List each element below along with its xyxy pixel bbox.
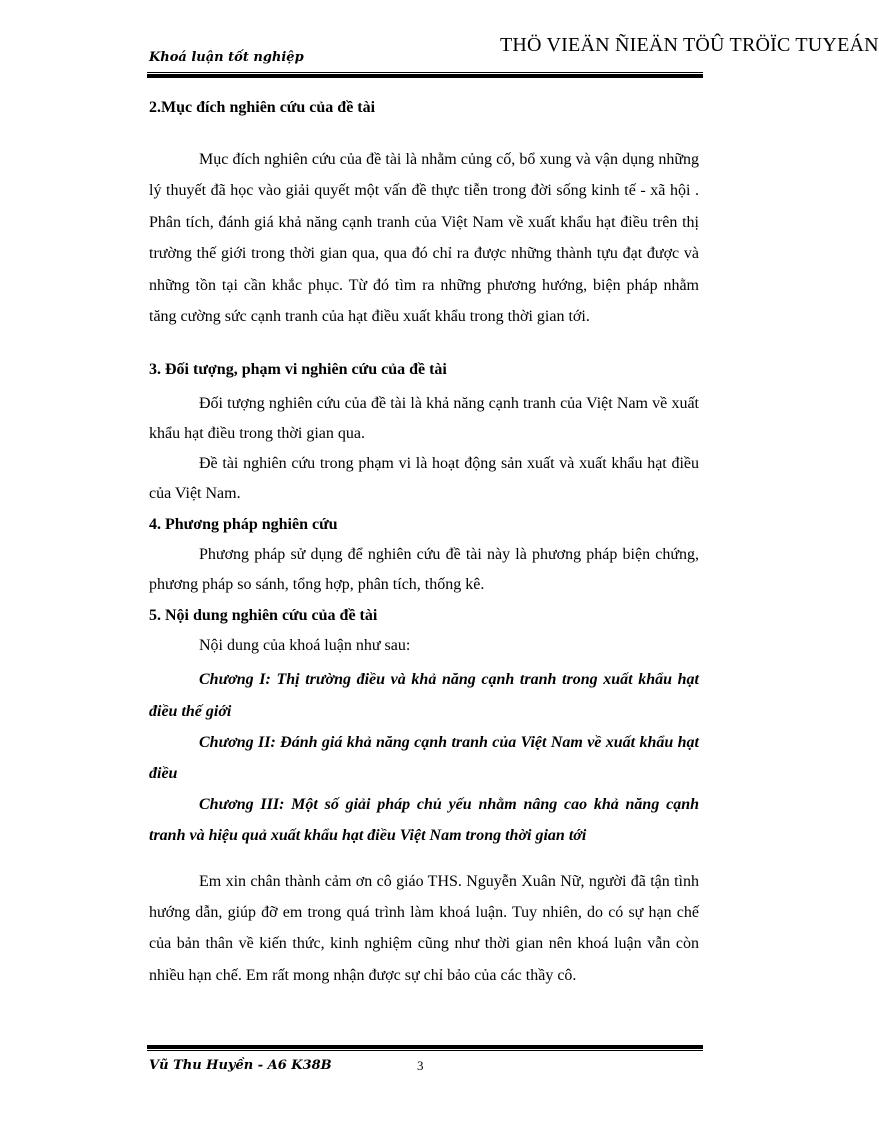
footer-author: Vũ Thu Huyền - A6 K38B — [149, 1058, 332, 1073]
running-header-title: Khoá luận tốt nghiệp — [149, 50, 304, 65]
section-3-paragraph-1: Đối tượng nghiên cứu của đề tài là khả năng cạnh tranh của Việt Nam về xuất khẩu hạt điều trong thời gian qua. — [149, 395, 699, 443]
section-3-paragraph-2: Đề tài nghiên cứu trong phạm vi là hoạt động sản xuất và xuất khẩu hạt điều của Việt Nam. — [149, 455, 699, 503]
chapter-3-item: Chương III: Một số giải pháp chủ yếu nhằm nâng cao khả năng cạnh tranh và hiệu quả xuất khẩu hạt điều Việt Nam trong thời gian tới — [149, 796, 699, 845]
section-5-intro: Nội dung của khoá luận như sau: — [199, 637, 411, 655]
section-4-heading: 4. Phương pháp nghiên cứu — [149, 516, 338, 534]
section-3-heading: 3. Đối tượng, phạm vi nghiên cứu của đề tài — [149, 361, 447, 379]
chapter-2-item: Chương II: Đánh giá khả năng cạnh tranh của Việt Nam về xuất khẩu hạt điều — [149, 733, 699, 783]
library-watermark-text: THÖ VIEÄN ÑIEÄN TÖÛ TRÖÏC TUYEÁN — [500, 34, 879, 56]
page-number: 3 — [417, 1058, 424, 1073]
page-body — [149, 92, 699, 991]
acknowledgement-paragraph: Em xin chân thành cảm ơn cô giáo THS. Nguyễn Xuân Nữ, người đã tận tình hướng dẫn, giúp đỡ em trong quá trình làm khoá luận. Tuy nhiên, do có sự hạn chế của bản thân về kiến thức, kinh nghiệm cũng như thời gian nên khoá luận vẫn còn nhiều hạn chế. Em rất mong nhận được sự chỉ bảo của các thầy cô. — [149, 872, 699, 984]
section-5-heading: 5. Nội dung nghiên cứu của đề tài — [149, 607, 378, 625]
footer-double-rule — [147, 1045, 703, 1051]
section-2-heading: 2.Mục đích nghiên cứu của đề tài — [149, 99, 376, 116]
header-double-rule — [147, 72, 703, 78]
section-4-paragraph: Phương pháp sử dụng để nghiên cứu đề tài này là phương pháp biện chứng, phương pháp so sánh, tổng hợp, phân tích, thống kê. — [149, 546, 699, 594]
chapter-1-item: Chương I: Thị trường điều và khả năng cạnh tranh trong xuất khẩu hạt điều thế giới — [149, 671, 699, 720]
section-2-paragraph: Mục đích nghiên cứu của đề tài là nhằm củng cố, bổ xung và vận dụng những lý thuyết đã học vào giải quyết một vấn đề thực tiễn trong đời sống kinh tế - xã hội . Phân tích, đánh giá khả năng cạnh tranh của Việt Nam về xuất khẩu hạt điều trên thị trường thế giới trong thời gian qua, qua đó chỉ ra được những thành tựu đạt được và những tồn tại cần khắc phục. Từ đó tìm ra những phương hướng, biện pháp nhằm tăng cường sức cạnh tranh của hạt điều xuất khẩu trong thời gian tới. — [149, 151, 699, 326]
